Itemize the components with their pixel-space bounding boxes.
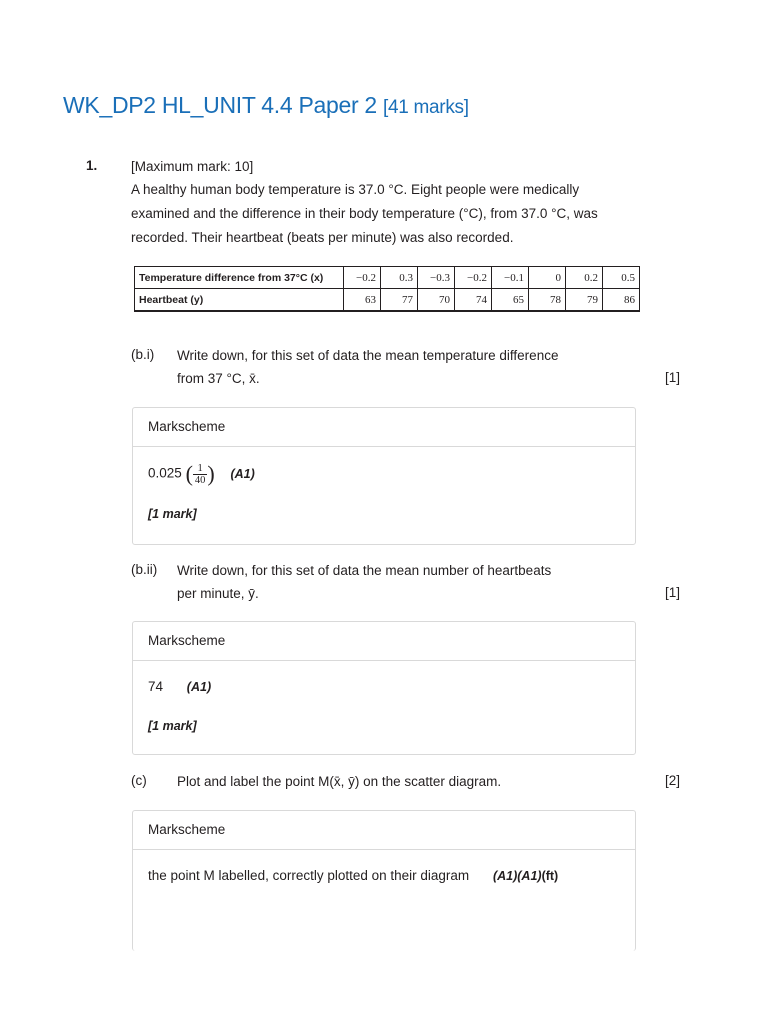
part-question bbox=[177, 344, 558, 390]
part-text-line: from 37 °C, x̄. bbox=[177, 371, 260, 386]
table-cell: −0.2 bbox=[455, 267, 492, 289]
part-question bbox=[177, 559, 551, 605]
mark-code: (A1)(A1) bbox=[492, 869, 542, 883]
markscheme-box bbox=[132, 621, 636, 755]
table-cell: 77 bbox=[381, 289, 418, 312]
stem-line: examined and the difference in their body temperature (°C), from 37.0 °C, was bbox=[131, 206, 598, 221]
part-marks: [1] bbox=[664, 585, 680, 600]
markscheme-answer bbox=[148, 679, 211, 694]
table-cell: −0.2 bbox=[344, 267, 381, 289]
markscheme-answer bbox=[148, 868, 558, 883]
question-number: 1. bbox=[86, 158, 98, 173]
part-label: (c) bbox=[131, 773, 147, 788]
table-cell: −0.1 bbox=[492, 267, 529, 289]
title-marks: [41 marks] bbox=[383, 97, 469, 118]
table-cell: −0.3 bbox=[418, 267, 455, 289]
table-cell: 74 bbox=[455, 289, 492, 312]
markscheme-header: Markscheme bbox=[133, 622, 635, 661]
markscheme-box bbox=[132, 810, 636, 951]
markscheme-total: [1 mark] bbox=[148, 507, 197, 521]
table-cell: 86 bbox=[603, 289, 640, 312]
title-main: WK_DP2 HL_UNIT 4.4 Paper 2 bbox=[63, 92, 377, 118]
answer-value: the point M labelled, correctly plotted on their diagram bbox=[148, 868, 470, 883]
mark-code: (A1) bbox=[186, 680, 212, 694]
data-table bbox=[134, 266, 640, 312]
answer-value: 0.025 bbox=[148, 465, 182, 481]
part-marks: [1] bbox=[664, 370, 680, 385]
part-text-line: per minute, ȳ. bbox=[177, 586, 259, 601]
fraction-numerator: 1 bbox=[193, 463, 208, 475]
table-cell: 70 bbox=[418, 289, 455, 312]
table-cell: 0.5 bbox=[603, 267, 640, 289]
stem-line: A healthy human body temperature is 37.0 °C. Eight people were medically bbox=[131, 182, 580, 197]
part-question: Plot and label the point M(x̄, ȳ) on the scatter diagram. bbox=[177, 774, 502, 789]
table-row-label: Heartbeat (y) bbox=[135, 289, 344, 312]
markscheme-box bbox=[132, 407, 636, 545]
table-row-label: Temperature difference from 37°C (x) bbox=[135, 267, 344, 289]
table-row bbox=[135, 267, 640, 289]
mark-code-ft: (ft) bbox=[541, 869, 559, 883]
part-label: (b.ii) bbox=[131, 562, 158, 577]
part-text-line: Write down, for this set of data the mean number of heartbeats bbox=[177, 563, 552, 578]
page-title bbox=[63, 92, 469, 119]
markscheme-total: [1 mark] bbox=[148, 719, 197, 733]
table-cell: 0.2 bbox=[566, 267, 603, 289]
max-mark: [Maximum mark: 10] bbox=[131, 159, 254, 174]
answer-value: 74 bbox=[148, 679, 164, 694]
table-cell: 79 bbox=[566, 289, 603, 312]
table-cell: 78 bbox=[529, 289, 566, 312]
stem-line: recorded. Their heartbeat (beats per minute) was also recorded. bbox=[131, 230, 514, 245]
table-row bbox=[135, 289, 640, 312]
question-stem bbox=[131, 178, 598, 250]
answer-fraction bbox=[193, 463, 208, 486]
table-cell: 0 bbox=[529, 267, 566, 289]
part-label: (b.i) bbox=[131, 347, 155, 362]
markscheme-answer: 0.025 ( $\frac{1}{40}$ ) (A1) bbox=[148, 461, 255, 486]
fraction-denominator: 40 bbox=[194, 474, 206, 486]
markscheme-header: Markscheme bbox=[133, 408, 635, 447]
table-cell: 0.3 bbox=[381, 267, 418, 289]
mark-code: (A1) bbox=[230, 466, 255, 481]
part-marks: [2] bbox=[664, 773, 680, 788]
markscheme-header: Markscheme bbox=[133, 811, 635, 850]
table-cell: 65 bbox=[492, 289, 529, 312]
table-cell: 63 bbox=[344, 289, 381, 312]
part-text-line: Write down, for this set of data the mean temperature difference bbox=[177, 348, 559, 363]
